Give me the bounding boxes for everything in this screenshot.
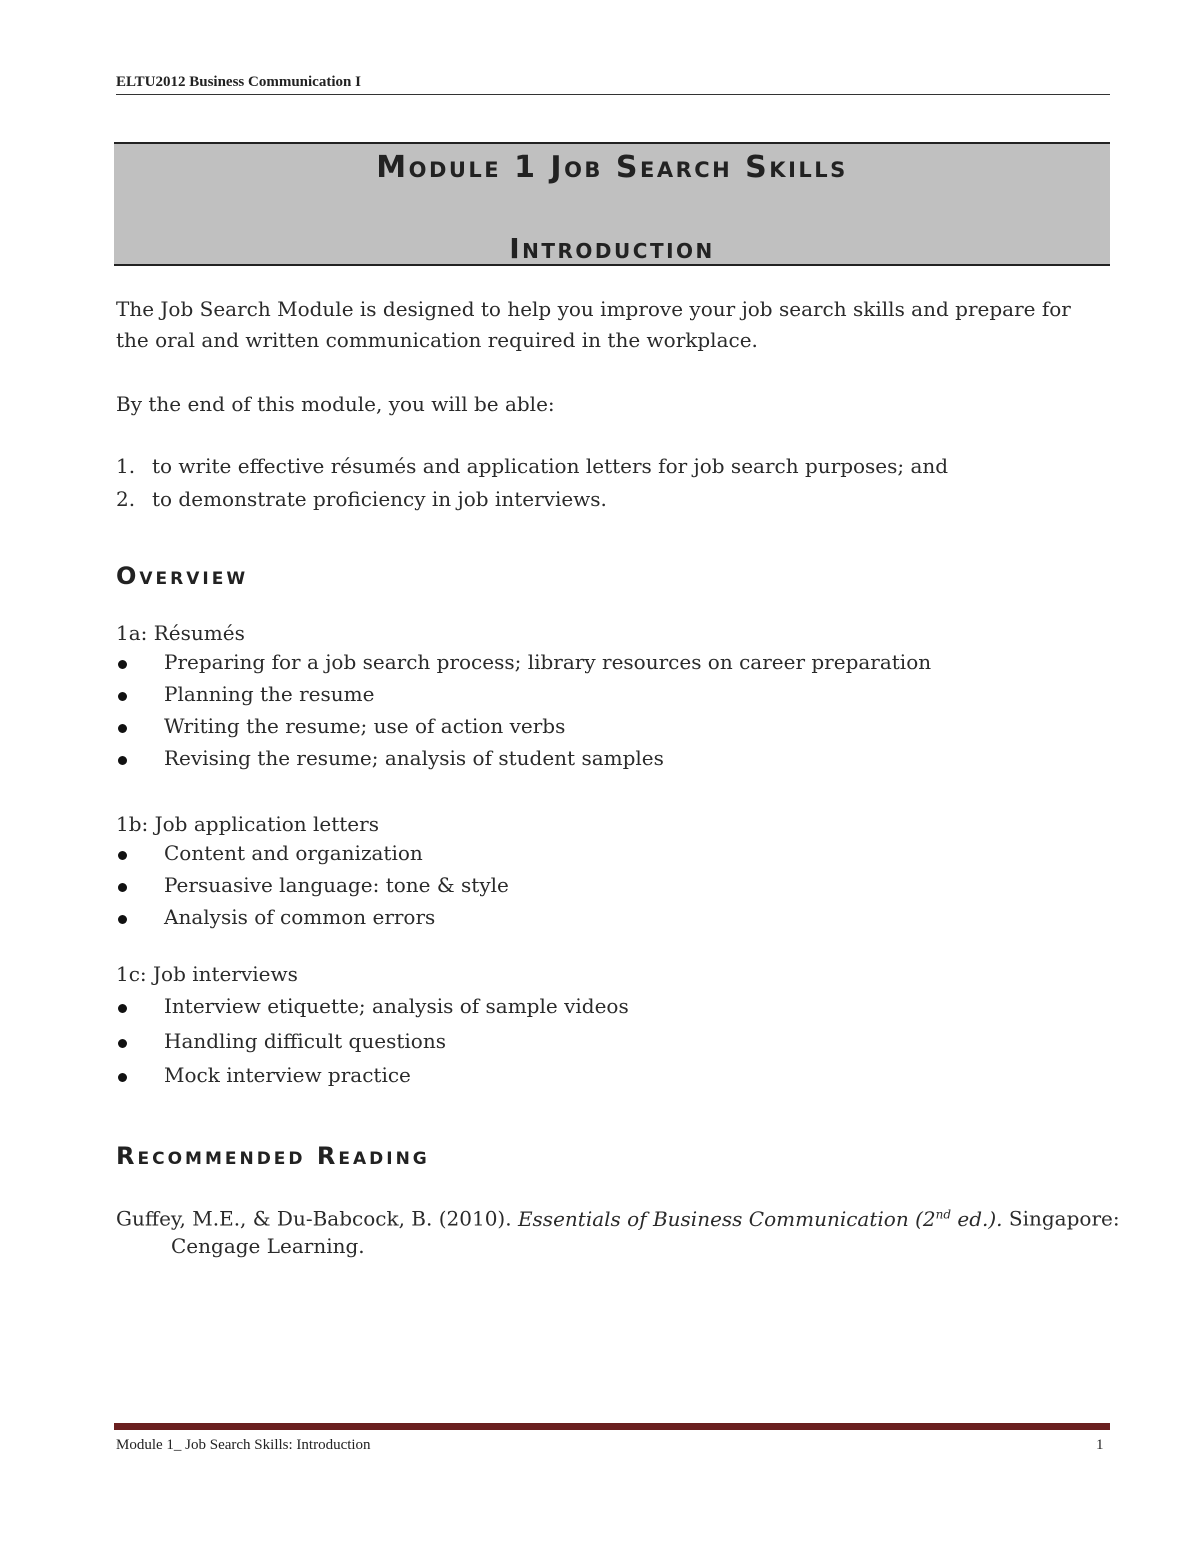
running-header: ELTU2012 Business Communication I xyxy=(116,74,361,90)
intro-paragraph-line-2: the oral and written communication required in the workplace. xyxy=(116,328,758,352)
reference-publisher: Singapore: xyxy=(1002,1206,1120,1231)
intro-paragraph-line-1: The Job Search Module is designed to help you improve your job search skills and prepare for xyxy=(116,297,1071,321)
objective-number: 2. xyxy=(116,487,136,511)
reference-authors: Guffey, M.E., & Du-Babcock, B. (2010). xyxy=(116,1206,518,1231)
overview-list-item: Interview etiquette; analysis of sample videos xyxy=(164,994,629,1018)
section-title: Introduction xyxy=(509,232,715,265)
objective-text: to write effective résumés and application letters for job search purposes; and xyxy=(152,454,949,478)
bullet-icon xyxy=(118,1004,127,1013)
overview-heading: Overview xyxy=(116,562,249,590)
overview-group-title: 1a: Résumés xyxy=(116,621,245,645)
overview-list-item: Mock interview practice xyxy=(164,1063,411,1087)
objectives-intro: By the end of this module, you will be able: xyxy=(116,392,555,416)
bullet-icon xyxy=(118,724,127,733)
bullet-icon xyxy=(118,692,127,701)
objective-number: 1. xyxy=(116,454,136,478)
running-footer: Module 1_ Job Search Skills: Introduction xyxy=(116,1437,371,1453)
title-band xyxy=(114,142,1110,266)
overview-list-item: Content and organization xyxy=(164,841,423,865)
recommended-reading-heading: Recommended Reading xyxy=(116,1142,430,1170)
bullet-icon xyxy=(118,1039,127,1048)
overview-list-item: Revising the resume; analysis of student samples xyxy=(164,746,664,770)
footer-bar xyxy=(114,1423,1110,1430)
overview-group-title: 1c: Job interviews xyxy=(116,962,298,986)
bullet-icon xyxy=(118,756,127,765)
page-number: 1 xyxy=(1096,1437,1104,1453)
overview-list-item: Writing the resume; use of action verbs xyxy=(164,714,566,738)
overview-list-item: Planning the resume xyxy=(164,682,375,706)
bullet-icon xyxy=(118,883,127,892)
objective-text: to demonstrate proficiency in job interviews. xyxy=(152,487,607,511)
overview-list-item: Handling difficult questions xyxy=(164,1029,446,1053)
overview-group-title: 1b: Job application letters xyxy=(116,812,379,836)
reference-book-title: Essentials of Business Communication (2nd ed.). xyxy=(517,1206,1003,1231)
overview-list-item: Preparing for a job search process; library resources on career preparation xyxy=(164,650,932,674)
overview-list-item: Analysis of common errors xyxy=(164,905,436,929)
bullet-icon xyxy=(118,660,127,669)
overview-list-item: Persuasive language: tone & style xyxy=(164,873,509,897)
header-rule xyxy=(116,94,1110,95)
bullet-icon xyxy=(118,915,127,924)
bullet-icon xyxy=(118,1073,127,1082)
bullet-icon xyxy=(118,851,127,860)
module-title: Module 1 Job Search Skills xyxy=(376,150,848,185)
reference-publisher-cont: Cengage Learning. xyxy=(171,1234,365,1258)
